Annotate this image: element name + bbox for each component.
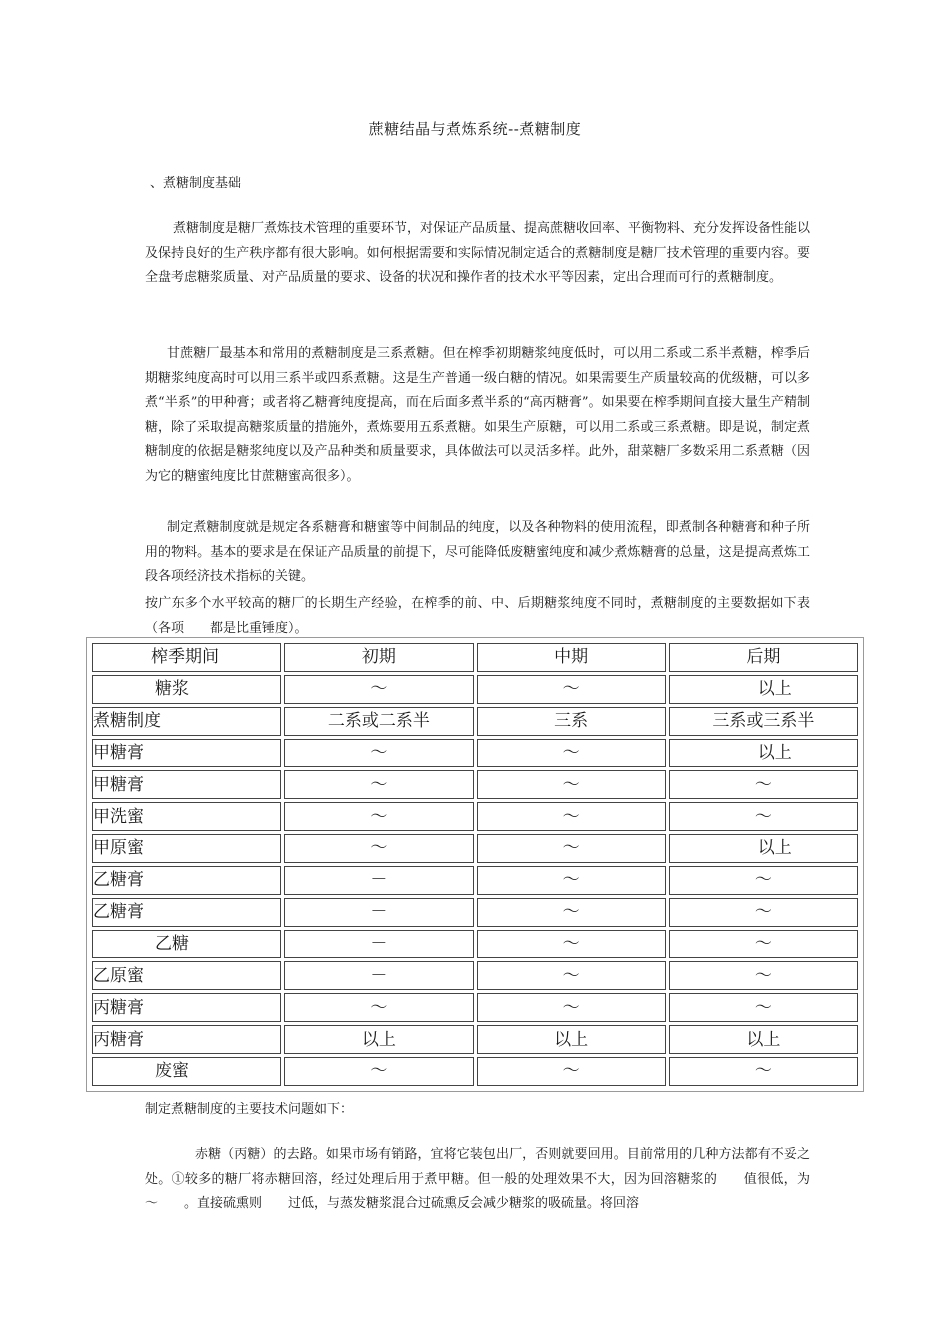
- table-cell: ～: [284, 675, 473, 704]
- table-cell: ～: [477, 770, 666, 799]
- table-row: [92, 930, 858, 959]
- paragraph-intro: 煮糖制度是糖厂煮炼技术管理的重要环节，对保证产品质量、提高蔗糖收回率、平衡物料、充分发挥设备性能以及保持良好的生产秩序都有很大影响。如何根据需要和实际情况制定适合的煮糖制度是糖厂技术管理的重要内容。要全盘考虑糖浆质量、对产品质量的要求、设备的状况和操作者的技术水平等因素，定出合理而可行的煮糖制度。: [145, 221, 811, 285]
- document-title: 蔗糖结晶与煮炼系统--煮糖制度: [368, 120, 582, 138]
- paragraph-definition: 制定煮糖制度就是规定各系糖膏和糖蜜等中间制品的纯度，以及各种物料的使用流程，即煮制各种糖膏和种子所用的物料。基本的要求是在保证产品质量的前提下，尽可能降低废糖蜜纯度和减少煮炼糖膏的总量，这是提高煮炼工段各项经济技术指标的关键。: [145, 520, 810, 584]
- paragraph-systems: 甘蔗糖厂最基本和常用的煮糖制度是三系煮糖。但在榨季初期糖浆纯度低时，可以用二系或二系半煮糖，榨季后期糖浆纯度高时可以用三系半或四系煮糖。这是生产普通一级白糖的情况。如果需要生产质量较高的优级糖，可以多煮“半系”的甲种膏；或者将乙糖膏纯度提高，而在后面多煮半系的“高丙糖膏”。如果要在榨季期间直接大量生产精制糖，除了采取提高糖浆质量的措施外，煮炼要用五系煮糖。如果生产原糖，可以用二系或三系煮糖。即是说，制定煮糖制度的依据是糖浆纯度以及产品种类和质量要求，具体做法可以灵活多样。此外，甜菜糖厂多数采用二系煮糖（因为它的糖蜜纯度比甘蔗糖蜜高很多）。: [145, 346, 810, 484]
- table-cell: 乙原蜜: [92, 961, 281, 990]
- table-cell: ～: [284, 1057, 473, 1086]
- boiling-scheme-table-frame: [86, 637, 864, 1092]
- table-cell: ～: [669, 930, 858, 959]
- table-cell: 丙糖膏: [92, 993, 281, 1022]
- table-cell: 以上: [284, 1025, 473, 1054]
- table-row: [92, 898, 858, 927]
- table-cell: －: [284, 866, 473, 895]
- table-header-row: [92, 643, 858, 672]
- table-cell: ～: [477, 961, 666, 990]
- boiling-scheme-table: [89, 640, 861, 1089]
- table-cell: ～: [669, 770, 858, 799]
- table-row: [92, 1025, 858, 1054]
- table-cell: ～: [284, 770, 473, 799]
- table-cell: ～: [669, 993, 858, 1022]
- table-cell: ～: [669, 1057, 858, 1086]
- table-cell: 三系: [477, 707, 666, 736]
- section-heading: 、煮糖制度基础: [150, 176, 242, 191]
- table-cell: 废蜜: [92, 1057, 281, 1086]
- table-row: [92, 802, 858, 831]
- table-cell: ～: [284, 739, 473, 768]
- table-cell: ～: [477, 898, 666, 927]
- table-cell: －: [284, 930, 473, 959]
- table-cell: 甲糖膏: [92, 739, 281, 768]
- table-cell: ～: [477, 739, 666, 768]
- table-cell: 甲糖膏: [92, 770, 281, 799]
- table-cell: －: [284, 898, 473, 927]
- table-cell: ～: [477, 834, 666, 863]
- table-cell: 乙糖膏: [92, 866, 281, 895]
- table-row: [92, 866, 858, 895]
- table-header-cell: 中期: [477, 643, 666, 672]
- table-cell: ～: [669, 961, 858, 990]
- table-cell: 以上: [669, 739, 858, 768]
- table-cell: ～: [284, 993, 473, 1022]
- table-row: [92, 993, 858, 1022]
- table-cell: ～: [477, 993, 666, 1022]
- table-cell: ～: [477, 866, 666, 895]
- paragraph-issues-intro: 制定煮糖制度的主要技术问题如下：: [145, 1102, 354, 1117]
- table-cell: 三系或三系半: [669, 707, 858, 736]
- table-row: [92, 770, 858, 799]
- table-header-cell: 后期: [669, 643, 858, 672]
- table-cell: 以上: [477, 1025, 666, 1054]
- table-cell: 煮糖制度: [92, 707, 281, 736]
- paragraph-table-intro: 按广东多个水平较高的糖厂的长期生产经验，在榨季的前、中、后期糖浆纯度不同时，煮糖制度的主要数据如下表（各项 都是比重锤度）。: [145, 596, 810, 636]
- table-cell: 以上: [669, 675, 858, 704]
- table-cell: 甲原蜜: [92, 834, 281, 863]
- table-cell: 乙糖: [92, 930, 281, 959]
- table-cell: 以上: [669, 1025, 858, 1054]
- table-cell: 丙糖膏: [92, 1025, 281, 1054]
- table-cell: ～: [284, 802, 473, 831]
- table-row: [92, 961, 858, 990]
- table-row: [92, 707, 858, 736]
- table-cell: 乙糖膏: [92, 898, 281, 927]
- table-cell: ～: [669, 898, 858, 927]
- table-cell: ～: [284, 834, 473, 863]
- table-cell: 以上: [669, 834, 858, 863]
- table-cell: ～: [669, 866, 858, 895]
- table-cell: ～: [477, 675, 666, 704]
- table-cell: ～: [477, 802, 666, 831]
- paragraph-red-sugar: 赤糖（丙糖）的去路。如果市场有销路，宜将它装包出厂，否则就要回用。目前常用的几种方法都有不妥之处。①较多的糖厂将赤糖回溶，经过处理后用于煮甲糖。但一般的处理效果不大，因为回溶糖浆的 值很低，为 ～ 。直接硫熏则 过低，与蒸发糖浆混合过硫熏反会减少糖浆的吸硫量。将回溶: [145, 1147, 837, 1211]
- table-row: [92, 834, 858, 863]
- table-cell: －: [284, 961, 473, 990]
- table-row: [92, 675, 858, 704]
- table-cell: 糖浆: [92, 675, 281, 704]
- table-header-cell: 榨季期间: [92, 643, 281, 672]
- table-row: [92, 739, 858, 768]
- table-cell: ～: [669, 802, 858, 831]
- table-header-cell: 初期: [284, 643, 473, 672]
- table-cell: ～: [477, 1057, 666, 1086]
- table-cell: 甲洗蜜: [92, 802, 281, 831]
- table-cell: ～: [477, 930, 666, 959]
- table-row: [92, 1057, 858, 1086]
- table-cell: 二系或二系半: [284, 707, 473, 736]
